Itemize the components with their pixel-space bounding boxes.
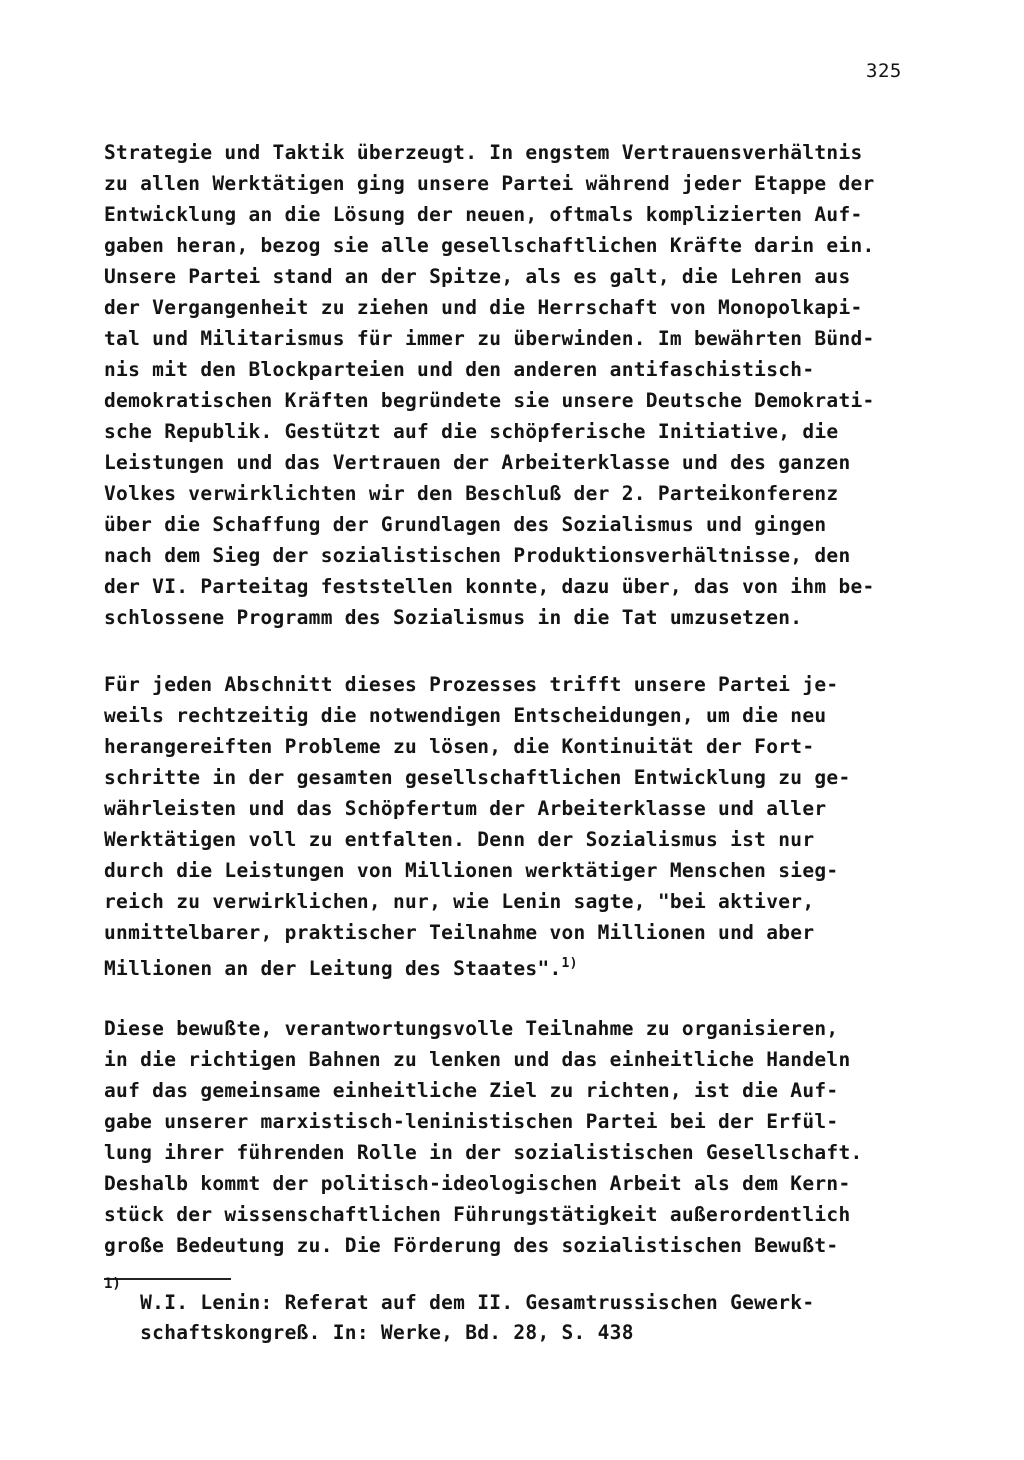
text-line-with-footnote-ref bbox=[104, 948, 934, 979]
text-line: schlossene Programm des Sozialismus in die Tat umzusetzen. bbox=[104, 606, 803, 629]
text-line: stück der wissenschaftlichen Führungstätigkeit außerordentlich bbox=[104, 1203, 851, 1226]
text-line: Strategie und Taktik überzeugt. In engstem Vertrauensverhältnis bbox=[104, 141, 863, 164]
text-line: der Vergangenheit zu ziehen und die Herrschaft von Monopolkapi- bbox=[104, 296, 863, 319]
text-line: währleisten und das Schöpfertum der Arbeiterklasse und aller bbox=[104, 797, 827, 820]
text-line: Werktätigen voll zu entfalten. Denn der Sozialismus ist nur bbox=[104, 828, 815, 851]
footnote-line: W.I. Lenin: Referat auf dem II. Gesamtrussischen Gewerk- bbox=[104, 1291, 815, 1314]
text-line: durch die Leistungen von Millionen werktätiger Menschen sieg- bbox=[104, 859, 839, 882]
text-fragment: Millionen an der Leitung des Staates". bbox=[104, 957, 562, 980]
text-line: Für jeden Abschnitt dieses Prozesses trifft unsere Partei je- bbox=[104, 673, 839, 696]
text-line: Entwicklung an die Lösung der neuen, oftmals komplizierten Auf- bbox=[104, 203, 863, 226]
text-line: unmittelbarer, praktischer Teilnahme von Millionen und aber bbox=[104, 921, 815, 944]
text-line: in die richtigen Bahnen zu lenken und das einheitliche Handeln bbox=[104, 1048, 851, 1071]
text-line: Unsere Partei stand an der Spitze, als es galt, die Lehren aus bbox=[104, 265, 851, 288]
text-line: zu allen Werktätigen ging unsere Partei während jeder Etappe der bbox=[104, 172, 875, 195]
footnote-rule bbox=[104, 1278, 231, 1280]
text-line: Volkes verwirklichten wir den Beschluß der 2. Parteikonferenz bbox=[104, 482, 839, 505]
text-line: herangereiften Probleme zu lösen, die Kontinuität der Fort- bbox=[104, 735, 815, 758]
footnote-reference: 1) bbox=[561, 956, 578, 971]
footnote bbox=[104, 1288, 934, 1348]
paragraph-2 bbox=[104, 669, 934, 979]
text-line: gabe unserer marxistisch-leninistischen Partei bei der Erfül- bbox=[104, 1110, 839, 1133]
footnote-line: schaftskongreß. In: Werke, Bd. 28, S. 438 bbox=[104, 1321, 634, 1344]
text-line: große Bedeutung zu. Die Förderung des sozialistischen Bewußt- bbox=[104, 1234, 839, 1257]
text-line: reich zu verwirklichen, nur, wie Lenin sagte, "bei aktiver, bbox=[104, 890, 815, 913]
paragraph-3 bbox=[104, 1013, 934, 1261]
text-line: weils rechtzeitig die notwendigen Entscheidungen, um die neu bbox=[104, 704, 827, 727]
text-line: demokratischen Kräften begründete sie unsere Deutsche Demokrati- bbox=[104, 389, 875, 412]
text-line: Diese bewußte, verantwortungsvolle Teilnahme zu organisieren, bbox=[104, 1017, 839, 1040]
text-line: nis mit den Blockparteien und den anderen antifaschistisch- bbox=[104, 358, 815, 381]
page-number: 325 bbox=[866, 60, 902, 82]
text-line: tal und Militarismus für immer zu überwinden. Im bewährten Bünd- bbox=[104, 327, 875, 350]
text-line: gaben heran, bezog sie alle gesellschaftlichen Kräfte darin ein. bbox=[104, 234, 875, 257]
text-line: schritte in der gesamten gesellschaftlichen Entwicklung zu ge- bbox=[104, 766, 851, 789]
text-line: sche Republik. Gestützt auf die schöpferische Initiative, die bbox=[104, 420, 839, 443]
text-line: der VI. Parteitag feststellen konnte, dazu über, das von ihm be- bbox=[104, 575, 875, 598]
text-line: lung ihrer führenden Rolle in der sozialistischen Gesellschaft. bbox=[104, 1141, 863, 1164]
text-line: über die Schaffung der Grundlagen des Sozialismus und gingen bbox=[104, 513, 827, 536]
text-line: Deshalb kommt der politisch-ideologischen Arbeit als dem Kern- bbox=[104, 1172, 851, 1195]
footnote-marker: 1) bbox=[104, 1276, 121, 1292]
text-line: nach dem Sieg der sozialistischen Produktionsverhältnisse, den bbox=[104, 544, 851, 567]
text-line: Leistungen und das Vertrauen der Arbeiterklasse und des ganzen bbox=[104, 451, 851, 474]
paragraph-1 bbox=[104, 137, 934, 633]
text-line: auf das gemeinsame einheitliche Ziel zu richten, ist die Auf- bbox=[104, 1079, 839, 1102]
